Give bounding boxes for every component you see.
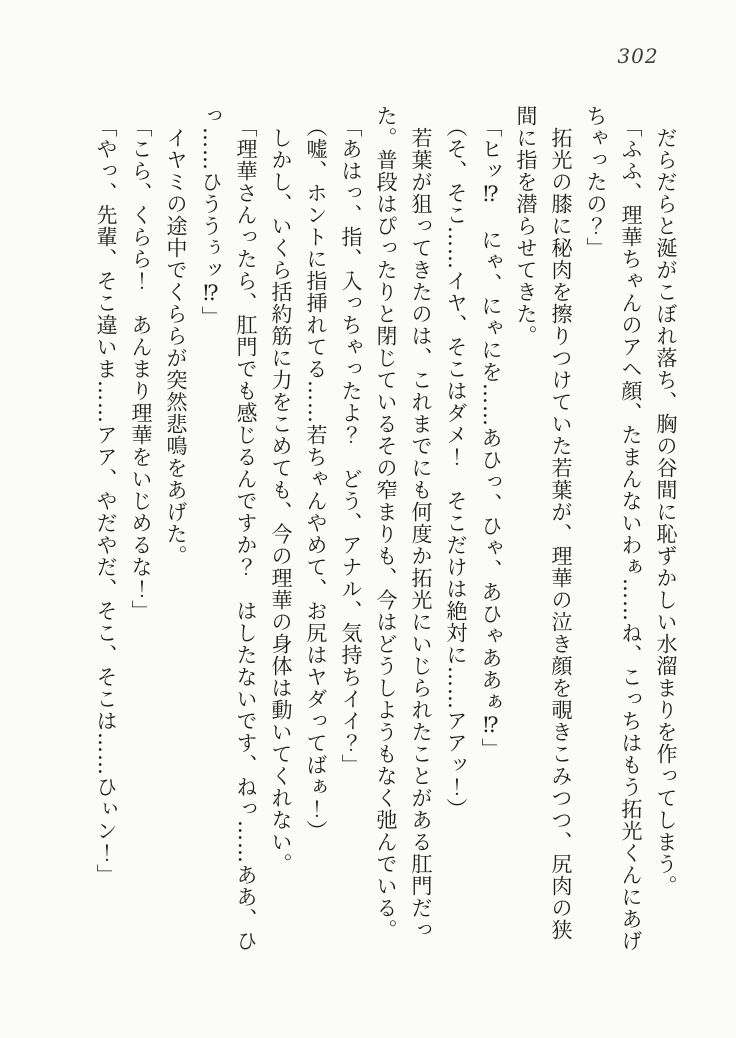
text-line: 間に指を潜らせてきた。 [514, 105, 538, 347]
text-line: 「理華さんったら、肛門でも感じるんですか？ はしたないです、ねっ……ああ、ひ [234, 116, 258, 952]
text-line: 「ヒッ⁉ にゃ、にゃにを……あひっ、ひゃ、あひゃああぁ⁉」 [479, 116, 503, 760]
text-line: 「やっ、先輩、そこ違いま……アア、やだやだ、そこ、そこは……ひぃン！」 [94, 116, 118, 886]
text-line: しかし、いくら括約筋に力をこめても、今の理華の身体は動いてくれない。 [269, 127, 293, 875]
vertical-text-block [87, 105, 683, 952]
text-line: だらだらと涎がこぼれ落ち、胸の谷間に恥ずかしい水溜まりを作ってしまう。 [654, 127, 678, 897]
text-line: た。普段はぴったりと閉じているその窄まりも、今はどうしようもなく弛んでいる。 [374, 105, 398, 941]
text-line: ちゃったの？」 [584, 105, 608, 259]
text-line: っ……ひううぅッ⁉」 [199, 105, 223, 328]
text-line: 「こら、くらら！ あんまり理華をいじめるな！」 [129, 116, 153, 622]
text-line: イヤミの途中でくららが突然悲鳴をあげた。 [164, 127, 188, 567]
text-line: 若葉が狙ってきたのは、これまでにも何度か拓光にいじられたことがある肛門だっ [409, 127, 433, 941]
text-line: 拓光の膝に秘肉を擦りつけていた若葉が、理華の泣き顔を覗きこみつつ、尻肉の狭 [549, 127, 573, 941]
text-line: （嘘、ホントに指挿れてる……若ちゃんやめて、お尻はヤダってばぁ！） [304, 116, 328, 842]
text-line: （そ、そこ……イヤ、そこはダメ！ そこだけは絶対に……アアッ！） [444, 116, 468, 820]
text-line: 「ふふ、理華ちゃんのアヘ顔、たまんないわぁ……ね、こっちはもう拓光くんにあげ [619, 116, 643, 952]
page-number: 302 [617, 44, 659, 68]
text-line: 「あはっ、指、入っちゃったよ？ どう、アナル、気持ちイイ？」 [339, 116, 363, 776]
